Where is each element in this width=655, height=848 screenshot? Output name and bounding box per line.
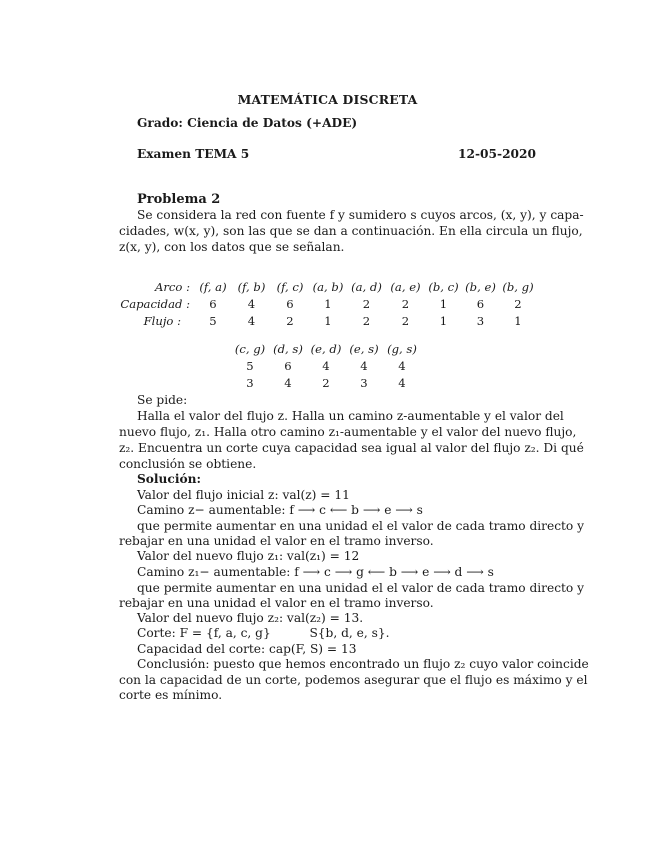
table-cell: (c, g) [234, 341, 266, 356]
pide-line-2: nuevo flujo, z₁. Halla otro camino z₁-aumentable y el valor del nuevo flujo, [119, 425, 577, 439]
table-cell: (d, s) [273, 341, 303, 356]
explica-2a: que permite aumentar en una unidad el el valor de cada tramo directo y [137, 581, 585, 595]
table-cell: 3 [360, 375, 368, 390]
conclusion-line-2: con la capacidad de un corte, podemos asegurar que el flujo es máximo y el [119, 673, 588, 687]
valor-inicial: Valor del flujo inicial z: val(z) = 11 [137, 488, 350, 502]
table-cell: 4 [247, 296, 256, 311]
conclusion-line-1: Conclusión: puesto que hemos encontrado un flujo z₂ cuyo valor coincide [137, 657, 589, 671]
table-cell: (g, s) [387, 341, 417, 356]
table-cell: (f, a) [199, 279, 227, 294]
table-row [116, 295, 537, 312]
arcs-table-1 [116, 278, 537, 329]
table-cell: 4 [398, 375, 406, 390]
explica-1a: que permite aumentar en una unidad el el valor de cada tramo directo y [137, 519, 585, 533]
pide-line-4: conclusión se obtiene. [119, 457, 257, 471]
problem-heading: Problema 2 [137, 192, 221, 207]
table-cell: (f, c) [276, 279, 304, 294]
pide-line-1: Halla el valor del flujo z. Halla un camino z-aumentable y el valor del [137, 409, 564, 423]
row-label-flujo: Flujo : [143, 313, 181, 328]
table-cell: (b, c) [428, 279, 459, 294]
row-label-capacidad: Capacidad : [120, 296, 190, 311]
table-cell: 4 [247, 313, 256, 328]
table-cell: (e, d) [310, 341, 342, 356]
camino-1: Camino z− aumentable: f ⟶ c ⟵ b ⟶ e ⟶ s [137, 503, 423, 517]
table-cell: 4 [284, 375, 292, 390]
explica-2b: rebajar en una unidad el valor en el tramo inverso. [119, 596, 434, 610]
valor-z2: Valor del nuevo flujo z₂: val(z₂) = 13. [137, 611, 364, 625]
pide-line-3: z₂. Encuentra un corte cuya capacidad sea igual al valor del flujo z₂. Di qué [119, 441, 584, 455]
camino-2: Camino z₁− aumentable: f ⟶ c ⟶ g ⟵ b ⟶ e ⟶ d ⟶ s [137, 565, 494, 579]
conclusion-line-3: corte es mínimo. [119, 688, 223, 702]
intro-line-3: z(x, y), con los datos que se señalan. [119, 240, 345, 254]
table-cell: 4 [322, 358, 330, 373]
table-cell: 2 [514, 296, 522, 311]
intro-line-1: Se considera la red con fuente f y sumidero s cuyos arcos, (x, y), y capa- [137, 208, 584, 222]
document-title: MATEMÁTICA DISCRETA [237, 92, 418, 107]
table-row [116, 312, 537, 329]
degree-line: Grado: Ciencia de Datos (+ADE) [137, 116, 358, 130]
table-cell: (b, e) [465, 279, 496, 294]
table-cell: (b, g) [502, 279, 534, 294]
pide-heading: Se pide: [137, 393, 188, 407]
table-cell: 4 [360, 358, 368, 373]
table-row [231, 374, 421, 391]
table-row [231, 357, 421, 374]
row-label-arco: Arco : [155, 279, 190, 294]
explica-1b: rebajar en una unidad el valor en el tramo inverso. [119, 534, 434, 548]
table-cell: 6 [476, 296, 485, 311]
exam-label: Examen TEMA 5 [137, 147, 250, 161]
valor-z1: Valor del nuevo flujo z₁: val(z₁) = 12 [137, 549, 360, 563]
table-cell: 3 [246, 375, 254, 390]
table-cell: 2 [322, 375, 330, 390]
table-row [116, 278, 537, 295]
solution-heading: Solución: [137, 472, 201, 486]
arcs-table-2 [231, 340, 421, 391]
table-cell: (a, e) [390, 279, 421, 294]
corte: Corte: F = {f, a, c, g} S{b, d, e, s}. [137, 626, 390, 640]
table-cell: 6 [286, 296, 294, 311]
table-cell: 1 [439, 313, 448, 328]
table-cell: 4 [398, 358, 406, 373]
table-cell: (a, d) [351, 279, 382, 294]
table-cell: (f, b) [237, 279, 266, 294]
table-cell: 1 [324, 296, 332, 311]
table-cell: 1 [514, 313, 522, 328]
table-cell: 5 [209, 313, 217, 328]
table-cell: 6 [209, 296, 217, 311]
table-cell: 3 [476, 313, 485, 328]
table-cell: 2 [362, 296, 371, 311]
table-cell: 1 [439, 296, 448, 311]
table-cell: 2 [401, 296, 410, 311]
table-cell: (e, s) [349, 341, 379, 356]
table-cell: 2 [362, 313, 371, 328]
intro-line-2: cidades, w(x, y), son las que se dan a continuación. En ella circula un flujo, [119, 224, 583, 238]
table-cell: 1 [324, 313, 332, 328]
exam-date: 12-05-2020 [458, 147, 536, 161]
table-cell: 2 [401, 313, 410, 328]
table-cell: 5 [246, 358, 254, 373]
table-cell: (a, b) [312, 279, 344, 294]
capacidad-corte: Capacidad del corte: cap(F, S) = 13 [137, 642, 357, 656]
table-cell: 2 [286, 313, 294, 328]
table-row [231, 340, 421, 357]
table-cell: 6 [284, 358, 292, 373]
